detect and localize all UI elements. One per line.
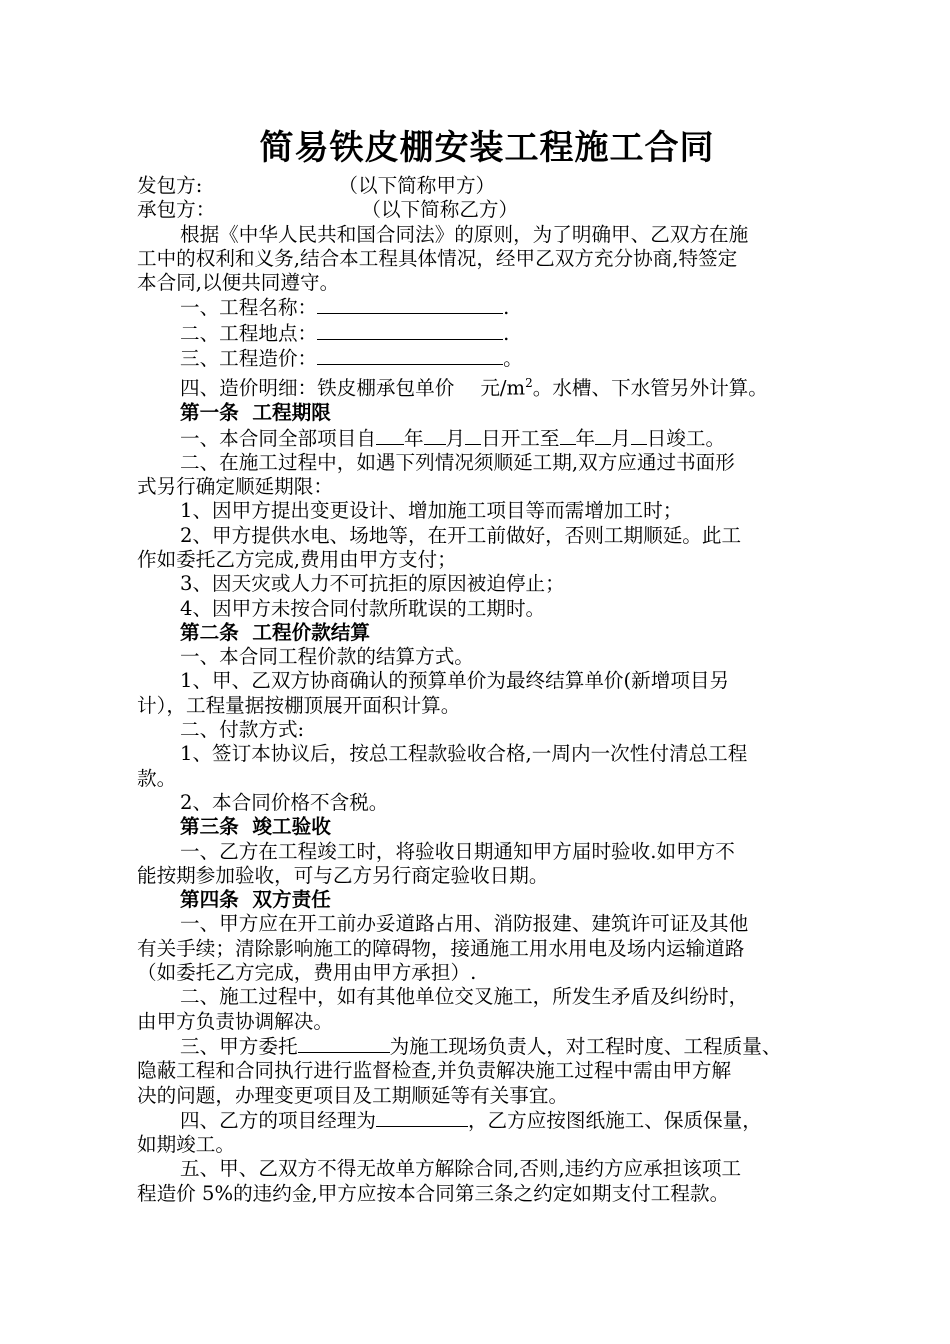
article-4-clause-4-line-2: 如期竣工。 — [137, 1133, 235, 1157]
clause-text: 三、甲方委托 — [180, 1034, 298, 1058]
article-2-title: 第二条 工程价款结算 — [180, 620, 370, 644]
item-project-cost — [137, 346, 837, 371]
intro-line-3: 本合同,以便共同遵守。 — [137, 271, 340, 295]
unit-text: 元/m — [480, 376, 526, 400]
clause-text: ，乙方应按图纸施工、保质保量， — [467, 1108, 762, 1132]
project-manager-blank[interactable] — [376, 1108, 468, 1127]
article-1-item-4: 4、因甲方未按合同付款所耽误的工期时。 — [180, 596, 546, 620]
start-month-blank[interactable] — [424, 426, 446, 445]
article-4-clause-3-line-3: 决的问题，办理变更项目及工期顺延等有关事宜。 — [137, 1083, 569, 1107]
unit-superscript: 2 — [525, 376, 533, 391]
year-label: 年 — [403, 426, 424, 450]
article-4-clause-1-line-1: 一、甲方应在开工前办妥道路占用、消防报建、建筑许可证及其他 — [180, 912, 749, 936]
article-4-clause-2-line-2: 由甲方负责协调解决。 — [137, 1009, 333, 1033]
party-b-label: 承包方： — [137, 198, 216, 222]
project-location-blank[interactable] — [317, 321, 503, 340]
article-1-clause-2-line-1: 二、在施工过程中，如遇下列情况须顺延工期,双方应通过书面形 — [180, 450, 735, 474]
intro-line-1: 根据《中华人民共和国合同法》的原则，为了明确甲、乙双方在施 — [180, 222, 749, 246]
article-4-clause-1-line-3: （如委托乙方完成，费用由甲方承担）. — [137, 961, 477, 985]
cost-detail-text: 四、造价明细：铁皮棚承包单价 — [180, 376, 455, 400]
article-1-item-1: 1、因甲方提出变更设计、增加施工项目等而需增加工时； — [180, 499, 683, 523]
article-3-title: 第三条 竣工验收 — [180, 815, 331, 839]
contract-page — [137, 122, 837, 1206]
article-4-clause-3-line-2: 隐蔽工程和合同执行进行监督检查,并负责解决施工过程中需由甲方解 — [137, 1059, 732, 1083]
document-title: 简易铁皮棚安装工程施工合同 — [259, 128, 715, 168]
clause-text: 一、本合同全部项目自 — [180, 426, 376, 450]
article-4-clause-2-line-1: 二、施工过程中，如有其他单位交叉施工，所发生矛盾及纠纷时， — [180, 985, 749, 1009]
article-2-item-1-line-1: 1、甲、乙双方协商确认的预算单价为最终结算单价(新增项目另 — [180, 669, 730, 693]
site-manager-blank[interactable] — [298, 1034, 390, 1053]
month-label: 月 — [611, 426, 631, 450]
end-month-blank[interactable] — [595, 426, 611, 445]
item-project-cost-end: 。 — [503, 347, 523, 371]
project-cost-blank[interactable] — [317, 346, 503, 365]
item-project-name-end: . — [503, 296, 510, 320]
article-2-clause-1: 一、本合同工程价款的结算方式。 — [180, 645, 474, 669]
article-4-clause-5-line-2: 程造价 5%的违约金,甲方应按本合同第三条之约定如期支付工程款。 — [137, 1181, 730, 1205]
start-day-blank[interactable] — [465, 426, 481, 445]
article-2-payment-1-line-2: 款。 — [137, 766, 177, 790]
item-project-name — [137, 295, 837, 320]
item-project-location — [137, 321, 837, 346]
article-1-clause-2-line-2: 式另行确定顺延期限： — [137, 475, 333, 499]
article-2-item-1-line-2: 计），工程量据按棚顶展开面积计算。 — [137, 693, 461, 717]
project-name-blank[interactable] — [317, 295, 503, 314]
end-day-blank[interactable] — [631, 426, 647, 445]
clause-text: 四、乙方的项目经理为 — [180, 1108, 376, 1132]
article-4-clause-3-line-1 — [137, 1034, 837, 1059]
intro-line-2: 工中的权利和义务,结合本工程具体情况，经甲乙双方充分协商,特签定 — [137, 246, 738, 270]
article-1-item-2-line-1: 2、甲方提供水电、场地等，在开工前做好，否则工期顺延。此工 — [180, 523, 742, 547]
party-a-note: （以下简称甲方） — [338, 174, 496, 197]
day-label: 日开工至 — [481, 426, 560, 450]
article-1-item-2-line-2: 作如委托乙方完成,费用由甲方支付； — [137, 547, 457, 571]
party-b-line — [137, 198, 837, 222]
article-3-clause-1-line-1: 一、乙方在工程竣工时，将验收日期通知甲方届时验收.如甲方不 — [180, 839, 735, 863]
article-4-clause-5-line-1: 五、甲、乙双方不得无故单方解除合同,否则,违约方应承担该项工 — [180, 1157, 742, 1181]
month-label: 月 — [445, 426, 466, 450]
article-4-title: 第四条 双方责任 — [180, 888, 331, 912]
party-a-label: 发包方: — [137, 174, 203, 197]
article-2-payment-1-line-1: 1、签订本协议后，按总工程款验收合格,一周内一次性付清总工程 — [180, 742, 748, 766]
end-year-blank[interactable] — [560, 426, 576, 445]
item-project-location-label: 二、工程地点： — [180, 321, 318, 345]
article-3-clause-1-line-2: 能按期参加验收，可与乙方另行商定验收日期。 — [137, 863, 549, 887]
item-project-cost-label: 三、工程造价： — [180, 347, 318, 371]
article-2-clause-2: 二、付款方式: — [180, 718, 305, 742]
party-b-note: （以下简称乙方） — [361, 198, 519, 222]
completion-label: 日竣工。 — [646, 426, 726, 450]
article-2-payment-2: 2、本合同价格不含税。 — [180, 790, 389, 814]
article-4-clause-1-line-2: 有关手续；清除影响施工的障碍物，接通施工用水用电及场内运输道路 — [137, 936, 745, 960]
article-1-item-3: 3、因天灾或人力不可抗拒的原因被迫停止； — [180, 572, 565, 596]
party-a-line — [137, 174, 837, 198]
item-project-name-label: 一、工程名称： — [180, 296, 318, 320]
start-year-blank[interactable] — [376, 426, 404, 445]
item-cost-detail — [137, 371, 837, 401]
year-label: 年 — [575, 426, 596, 450]
clause-text: 为施工现场负责人，对工程时度、工程质量、 — [389, 1034, 782, 1058]
article-1-clause-1 — [137, 426, 837, 451]
article-4-clause-4-line-1 — [137, 1108, 837, 1133]
article-1-title: 第一条 工程期限 — [180, 401, 331, 425]
item-project-location-end: . — [503, 321, 510, 345]
cost-detail-tail: 。水槽、下水管另外计算。 — [532, 376, 768, 400]
